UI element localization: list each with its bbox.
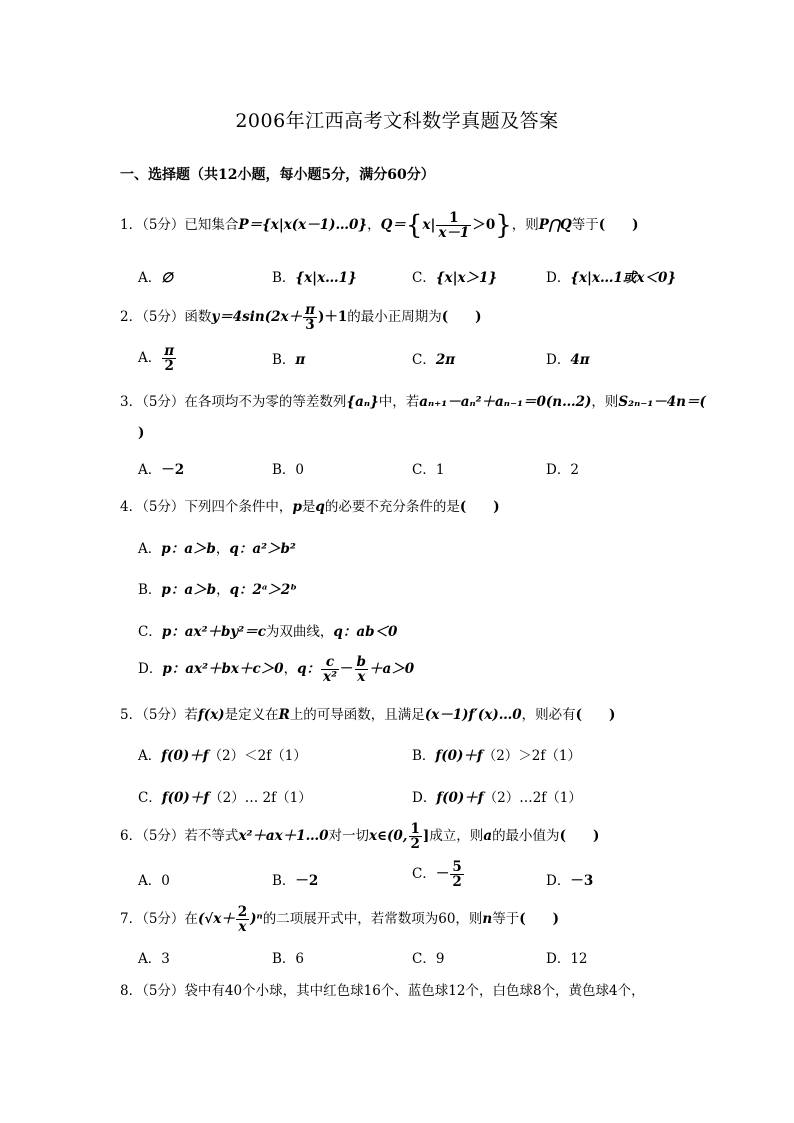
option-label: B． (272, 873, 296, 889)
q2-suffix: 的最小正周期为 (347, 309, 442, 325)
option-tail: ＋a＞0 (368, 661, 415, 677)
option-rest: （2）… 2f（1） (209, 790, 312, 806)
option-label: B． (272, 352, 296, 368)
q5-text3: ，则必有 (521, 707, 576, 723)
q2-frac-num: π (305, 302, 315, 318)
frac-den: x (357, 669, 366, 685)
q7-text2: 等于 (492, 911, 520, 927)
option-label: B． (272, 270, 296, 286)
option-p: p：ax²＋bx＋c＞0 (162, 661, 284, 677)
question-8: 8．（5分）袋中有40个小球，其中红色球16个、蓝色球12个，白色球8个，黄色球4个， (120, 983, 645, 999)
q1-option-b[interactable] (272, 266, 357, 286)
q2-option-d[interactable] (546, 348, 590, 368)
q3-mid: 中，若 (378, 394, 420, 410)
q4-is: 是 (301, 499, 316, 515)
q4-option-c[interactable] (138, 620, 397, 640)
option-rest: （2）＜2f（1） (208, 748, 307, 764)
q6-option-b[interactable] (272, 869, 318, 889)
q1-fraction (436, 211, 471, 240)
q1-option-d[interactable] (546, 266, 676, 286)
q6-option-c[interactable] (412, 860, 465, 889)
q1-answer-paren: ( ) (598, 217, 639, 233)
question-5 (120, 703, 615, 723)
q5-text1: 是定义在 (224, 707, 279, 723)
q3-expression: S₂ₙ₋₁－4n＝( (618, 394, 706, 410)
q7-text1: 的二项展开式中，若常数项为60，则 (262, 911, 483, 927)
page-title: 2006年江西高考文科数学真题及答案 (235, 110, 559, 132)
option-label: C． (138, 624, 162, 640)
question-3 (120, 390, 706, 410)
option-q: q：ab＜0 (333, 624, 398, 640)
q1-set-p: P＝{x|x(x－1)…0} (238, 217, 368, 233)
option-label: A． (138, 748, 162, 764)
q1-option-c[interactable] (412, 266, 497, 286)
frac-num: 1 (410, 821, 420, 837)
option-label: C． (412, 270, 436, 286)
question-7 (120, 905, 559, 934)
option-value: －2 (295, 873, 319, 889)
option-q: q：a²＞b² (229, 541, 296, 557)
q7-expr-b: )ⁿ (250, 911, 263, 927)
frac-num: 5 (452, 859, 462, 875)
q1-suffix: 等于 (571, 217, 599, 233)
option-label: D． (546, 270, 571, 286)
q5-text2: 上的可导函数，且满足 (289, 707, 425, 723)
q1-intersection: P⋂Q (538, 217, 572, 233)
q6-option-a[interactable]: A．0 (138, 873, 170, 889)
option-value: {x|x…1或x＜0} (570, 270, 677, 286)
q6-option-c-fraction (450, 860, 463, 889)
q6-domain-fraction (409, 822, 422, 851)
question-6 (120, 822, 599, 851)
q7-answer-paren: ( ) (519, 911, 560, 927)
q5-r: R (278, 707, 290, 723)
frac-den: x (238, 919, 247, 935)
q1-option-a[interactable] (138, 266, 173, 286)
q4-d-frac2 (355, 655, 368, 684)
q4-p: p (292, 499, 302, 515)
q2-option-c[interactable] (412, 348, 455, 368)
option-label: A． (138, 270, 162, 286)
q5-prefix: 5．（5分）若 (120, 707, 198, 723)
q7-option-c[interactable]: C．9 (412, 951, 445, 967)
q7-option-d[interactable]: D．12 (546, 951, 588, 967)
q7-fraction (236, 905, 249, 934)
q1-frac-num: 1 (436, 211, 471, 226)
q7-expr-a: (√x＋ (197, 911, 235, 927)
q6-text2: 成立，则 (429, 828, 484, 844)
frac-den: 2 (164, 358, 174, 374)
option-label: C． (412, 866, 436, 882)
q2-frac-den: 3 (305, 317, 315, 333)
option-value: 2π (435, 352, 456, 368)
q1-prefix: 1．（5分）已知集合 (120, 217, 239, 233)
option-label: D． (138, 661, 163, 677)
frac-num: 2 (237, 904, 248, 920)
q5-option-c[interactable] (138, 786, 312, 806)
q4-q: q (315, 499, 325, 515)
q4-prefix: 4．（5分）下列四个条件中， (120, 499, 293, 515)
q3-prefix: 3．（5分）在各项均不为零的等差数列 (120, 394, 347, 410)
section-heading: 一、选择题（共12小题，每小题5分，满分60分） (120, 167, 435, 183)
option-q: q：2ᵃ＞2ᵇ (229, 582, 298, 598)
q1-left-brace: { (405, 210, 423, 241)
option-rest: （2）＞2f（1） (482, 748, 581, 764)
q5-option-b[interactable] (412, 744, 581, 764)
frac-num: π (164, 343, 175, 359)
q2-answer-paren: ( ) (441, 309, 482, 325)
question-2 (120, 303, 482, 332)
option-label: A． (138, 350, 162, 366)
q3-option-d[interactable]: D．2 (546, 462, 579, 478)
option-p: p：ax²＋by²＝c (161, 624, 266, 640)
q7-option-b[interactable]: B．6 (272, 951, 305, 967)
q5-function: f(x) (197, 707, 225, 723)
q2-option-b[interactable] (272, 348, 305, 368)
q1-set-q-var: x (422, 217, 431, 233)
q1-mid: ，则 (511, 217, 539, 233)
option-label: A． (138, 541, 162, 557)
q6-inequality: x²＋ax＋1…0 (238, 828, 329, 844)
option-value: －2 (161, 462, 185, 478)
frac-den: 2 (452, 874, 462, 890)
option-value: －3 (570, 873, 594, 889)
q1-set-q-lead: Q＝ (380, 217, 406, 233)
option-label: D． (546, 352, 571, 368)
q3-condition: aₙ₊₁－aₙ²＋aₙ₋₁＝0(n…2) (419, 394, 592, 410)
q1-right-brace: } (495, 210, 512, 241)
frac-den: x² (323, 669, 337, 685)
option-value: 4π (570, 352, 590, 368)
q5-option-a[interactable] (138, 744, 307, 764)
option-q-lead: q： (297, 661, 321, 677)
q1-frac-den: x－1 (438, 225, 470, 241)
q5-answer-paren: ( ) (575, 707, 616, 723)
option-value: {x|x＞1} (435, 270, 498, 286)
option-label: C． (412, 352, 436, 368)
option-label: B． (412, 748, 436, 764)
q2-fraction (303, 303, 317, 332)
q2-expr-b: )＋1 (317, 309, 348, 325)
frac-den: 2 (410, 836, 420, 852)
option-label: C． (138, 790, 162, 806)
option-expr: f(0)＋f (161, 748, 209, 764)
q4-option-b[interactable]: B．p：a＞b，q：2ᵃ＞2ᵇ (138, 582, 298, 598)
q3-option-a[interactable] (138, 458, 184, 478)
option-rest: （2）…2f（1） (483, 790, 582, 806)
frac-num: c (321, 655, 339, 670)
q3-option-b[interactable]: B．0 (272, 462, 305, 478)
option-minus: － (340, 661, 354, 677)
q3-answer-paren-close: ) (138, 425, 145, 441)
q7-option-a[interactable]: A．3 (138, 951, 170, 967)
q6-option-d[interactable] (546, 869, 593, 889)
q2-prefix: 2．（5分）函数 (120, 309, 212, 325)
q5-option-d[interactable] (412, 786, 582, 806)
option-sign: － (435, 866, 450, 882)
question-1: 1．（5分）已知集合P＝{x|x(x－1)…0}，Q＝{x| $\frac{1}{x-1}$ ＞0}，则P⋂Q等于( ) (120, 210, 639, 241)
q1-q-tail: ＞0 (472, 217, 496, 233)
q4-option-d[interactable]: D．p：ax²＋bx＋c＞0，q： $\frac{c}{\text{x²}}$ － $\frac{b}{x}$ ＋a＞0 (138, 654, 415, 685)
option-label: D． (412, 790, 437, 806)
q4-option-a[interactable]: A．p：a＞b，q：a²＞b² (138, 541, 296, 557)
option-expr: f(0)＋f (435, 748, 483, 764)
option-value: ∅ (161, 270, 174, 286)
option-label: B． (138, 582, 162, 598)
option-p: p：a＞b (161, 582, 217, 598)
frac-num: b (356, 654, 366, 670)
option-label: D． (546, 873, 571, 889)
q6-domain-lead: x∈(0, (368, 828, 408, 844)
option-value: {x|x…1} (295, 270, 357, 286)
option-expr: f(0)＋f (161, 790, 210, 806)
q6-domain-tail: ] (422, 828, 430, 844)
q6-a: a (483, 828, 493, 844)
q7-prefix: 7．（5分）在 (120, 911, 198, 927)
question-4 (120, 495, 500, 515)
q4-d-frac1 (321, 655, 339, 684)
option-text: 为双曲线， (265, 624, 334, 640)
q6-text3: 的最小值为 (492, 828, 560, 844)
option-value: π (295, 352, 306, 368)
q6-answer-paren: ( ) (559, 828, 600, 844)
option-p: p：a＞b (161, 541, 216, 557)
q2-option-a[interactable] (138, 344, 177, 373)
q5-condition: (x－1)f′(x)…0 (424, 707, 522, 723)
q3-option-c[interactable]: C．1 (412, 462, 445, 478)
q6-prefix: 6．（5分）若不等式 (120, 828, 239, 844)
q6-text1: 对一切 (328, 828, 369, 844)
q7-n: n (482, 911, 493, 927)
q4-suffix: 的必要不充分条件的是 (324, 499, 460, 515)
option-expr: f(0)＋f (436, 790, 484, 806)
q3-mid2: ，则 (591, 394, 619, 410)
q2-option-a-fraction (162, 344, 176, 373)
q4-answer-paren: ( ) (459, 499, 500, 515)
option-label: A． (138, 462, 162, 478)
q2-expr-a: y＝4sin(2x＋ (211, 309, 303, 325)
q3-sequence: {aₙ} (346, 394, 379, 410)
